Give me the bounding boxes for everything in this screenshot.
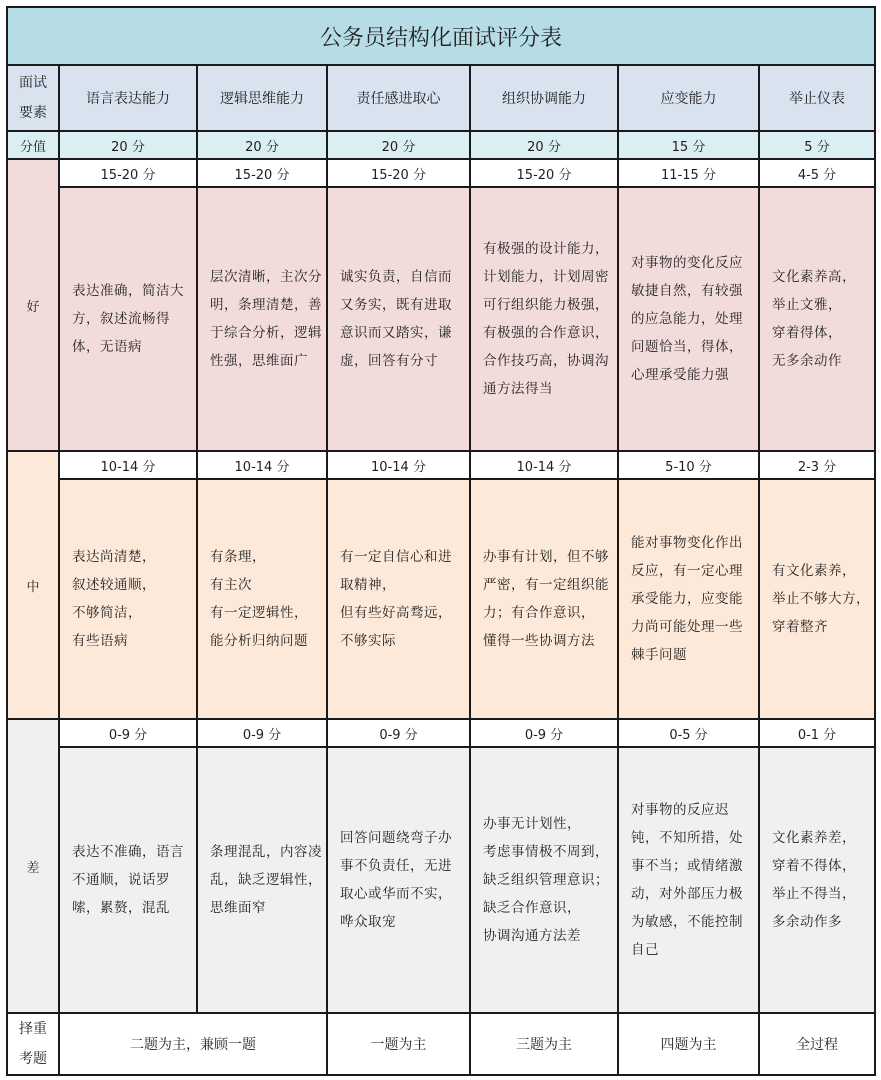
desc-cell: [470, 479, 618, 719]
focus-cell: 一题为主: [327, 1013, 470, 1075]
desc-line: 考虑事情极不周到，: [483, 844, 609, 860]
desc-line: 反应，有一定心理: [631, 563, 743, 579]
desc-line: 动，对外部压力极: [631, 886, 743, 902]
desc-line: 有一定自信心和进: [340, 549, 452, 565]
desc-line: 的应急能力，处理: [631, 311, 743, 327]
range-cell: 0-9 分: [470, 719, 618, 747]
desc-cell: [327, 747, 470, 1013]
desc-cell: [618, 747, 759, 1013]
desc-line: 性强，思维面广: [210, 353, 308, 369]
desc-line: 乱，缺乏逻辑性，: [210, 872, 322, 888]
desc-line: 事不当；或情绪激: [631, 858, 743, 874]
desc-line: 严密，有一定组织能: [483, 577, 609, 593]
desc-line: 能对事物变化作出: [631, 535, 743, 551]
desc-line: 问题恰当，得体，: [631, 339, 743, 355]
mid-desc-row: [7, 479, 875, 719]
row-label-focus: [7, 1013, 59, 1075]
desc-cell: [759, 187, 875, 451]
focus-cell: 二题为主，兼顾一题: [59, 1013, 327, 1075]
desc-line: 于综合分析，逻辑: [210, 325, 322, 341]
desc-line: 可行组织能力极强，: [483, 297, 609, 313]
desc-line: 敏捷自然，有较强: [631, 283, 743, 299]
desc-line: 有主次: [210, 577, 252, 593]
desc-cell: [197, 479, 327, 719]
desc-line: 又务实，既有进取: [340, 297, 452, 313]
range-cell: 15-20 分: [470, 159, 618, 187]
desc-line: 取精神，: [340, 577, 396, 593]
desc-line: 棘手问题: [631, 647, 687, 663]
range-cell: 10-14 分: [327, 451, 470, 479]
range-cell: 15-20 分: [327, 159, 470, 187]
range-cell: 15-20 分: [197, 159, 327, 187]
header-cell: 应变能力: [618, 65, 759, 131]
focus-cell: 四题为主: [618, 1013, 759, 1075]
desc-cell: [327, 187, 470, 451]
desc-line: 不够简洁，: [72, 605, 142, 621]
desc-line: 力；有合作意识，: [483, 605, 595, 621]
desc-line: 文化素养差，: [772, 830, 856, 846]
desc-line: 计划能力，计划周密: [483, 269, 609, 285]
level-label-good: 好: [7, 159, 59, 451]
desc-cell: [470, 747, 618, 1013]
desc-line: 但有些好高骛远，: [340, 605, 452, 621]
desc-line: 事不负责任，无进: [340, 858, 452, 874]
range-cell: 0-9 分: [327, 719, 470, 747]
desc-line: 叙述较通顺，: [72, 577, 156, 593]
desc-cell: [759, 747, 875, 1013]
mid-range-row: [7, 451, 875, 479]
header-cell: 逻辑思维能力: [197, 65, 327, 131]
desc-line: 对事物的变化反应: [631, 255, 743, 271]
desc-line: 条理混乱，内容凌: [210, 844, 322, 860]
desc-line: 思维面窄: [210, 900, 266, 916]
desc-line: 心理承受能力强: [631, 367, 729, 383]
desc-line: 有极强的合作意识，: [483, 325, 609, 341]
desc-line: 力尚可能处理一些: [631, 619, 743, 635]
value-cell: 20 分: [327, 131, 470, 159]
range-cell: 0-1 分: [759, 719, 875, 747]
range-cell: 11-15 分: [618, 159, 759, 187]
desc-cell: [759, 479, 875, 719]
focus-row: [7, 1013, 875, 1075]
desc-line: 有些语病: [72, 633, 128, 649]
value-cell: 20 分: [197, 131, 327, 159]
desc-line: 诚实负责，自信而: [340, 269, 452, 285]
desc-line: 多余动作多: [772, 914, 842, 930]
range-cell: 10-14 分: [197, 451, 327, 479]
desc-line: 无多余动作: [772, 353, 842, 369]
desc-line: 缺乏合作意识，: [483, 900, 581, 916]
desc-line: 举止不得当，: [772, 886, 856, 902]
desc-line: 文化素养高，: [772, 269, 856, 285]
level-label-mid: 中: [7, 451, 59, 719]
desc-line: 协调沟通方法差: [483, 928, 581, 944]
range-cell: 10-14 分: [470, 451, 618, 479]
desc-line: 明，条理清楚，善: [210, 297, 322, 313]
range-cell: 0-5 分: [618, 719, 759, 747]
row-label-elements: [7, 65, 59, 131]
desc-line: 有条理，: [210, 549, 266, 565]
desc-line: 承受能力，应变能: [631, 591, 743, 607]
desc-cell: [59, 747, 197, 1013]
range-cell: 0-9 分: [59, 719, 197, 747]
value-cell: 15 分: [618, 131, 759, 159]
value-cell: 20 分: [59, 131, 197, 159]
focus-cell: 全过程: [759, 1013, 875, 1075]
value-cell: 5 分: [759, 131, 875, 159]
focus-cell: 三题为主: [470, 1013, 618, 1075]
desc-line: 懂得一些协调方法: [483, 633, 595, 649]
desc-line: 体，无语病: [72, 339, 142, 355]
desc-cell: [59, 479, 197, 719]
bad-range-row: [7, 719, 875, 747]
desc-line: 表达尚清楚，: [72, 549, 156, 565]
range-cell: 10-14 分: [59, 451, 197, 479]
desc-line: 对事物的反应迟: [631, 802, 729, 818]
row-label-line: 面试: [19, 75, 47, 91]
desc-line: 举止文雅，: [772, 297, 842, 313]
desc-cell: [618, 187, 759, 451]
desc-line: 穿着不得体，: [772, 858, 856, 874]
desc-line: 回答问题绕弯子办: [340, 830, 452, 846]
desc-line: 自己: [631, 942, 659, 958]
desc-line: 通方法得当: [483, 381, 553, 397]
desc-line: 取心或华而不实，: [340, 886, 452, 902]
header-cell: 语言表达能力: [59, 65, 197, 131]
desc-line: 穿着整齐: [772, 619, 828, 635]
range-cell: 15-20 分: [59, 159, 197, 187]
desc-line: 有极强的设计能力，: [483, 241, 609, 257]
header-row: [7, 65, 875, 131]
range-cell: 2-3 分: [759, 451, 875, 479]
desc-cell: [618, 479, 759, 719]
desc-line: 穿着得体，: [772, 325, 842, 341]
range-cell: 5-10 分: [618, 451, 759, 479]
value-cell: 20 分: [470, 131, 618, 159]
desc-line: 哗众取宠: [340, 914, 396, 930]
desc-line: 举止不够大方，: [772, 591, 870, 607]
desc-line: 层次清晰，主次分: [210, 269, 322, 285]
header-cell: 责任感进取心: [327, 65, 470, 131]
desc-line: 嗦，累赘，混乱: [72, 900, 170, 916]
desc-cell: [197, 187, 327, 451]
interview-scoring-table: [6, 6, 876, 1076]
desc-line: 缺乏组织管理意识；: [483, 872, 609, 888]
desc-cell: [59, 187, 197, 451]
header-cell: 组织协调能力: [470, 65, 618, 131]
row-label-value: 分值: [7, 131, 59, 159]
desc-line: 为敏感，不能控制: [631, 914, 743, 930]
desc-line: 能分析归纳问题: [210, 633, 308, 649]
desc-cell: [470, 187, 618, 451]
desc-line: 方，叙述流畅得: [72, 311, 170, 327]
desc-line: 不通顺，说话罗: [72, 872, 170, 888]
row-label-line: 要素: [19, 105, 47, 121]
desc-line: 办事无计划性，: [483, 816, 581, 832]
range-cell: 0-9 分: [197, 719, 327, 747]
desc-line: 有一定逻辑性，: [210, 605, 308, 621]
table-title: 公务员结构化面试评分表: [7, 7, 875, 65]
desc-cell: [197, 747, 327, 1013]
desc-line: 虚，回答有分寸: [340, 353, 438, 369]
desc-line: 意识而又踏实，谦: [340, 325, 452, 341]
title-row: [7, 7, 875, 65]
desc-line: 合作技巧高，协调沟: [483, 353, 609, 369]
value-row: [7, 131, 875, 159]
level-label-bad: 差: [7, 719, 59, 1013]
desc-line: 表达准确，简洁大: [72, 283, 184, 299]
desc-line: 有文化素养，: [772, 563, 856, 579]
desc-line: 办事有计划，但不够: [483, 549, 609, 565]
desc-line: 表达不准确，语言: [72, 844, 184, 860]
good-range-row: [7, 159, 875, 187]
good-desc-row: [7, 187, 875, 451]
desc-line: 钝，不知所措，处: [631, 830, 743, 846]
desc-cell: [327, 479, 470, 719]
desc-line: 不够实际: [340, 633, 396, 649]
row-label-line: 择重: [19, 1021, 47, 1037]
range-cell: 4-5 分: [759, 159, 875, 187]
bad-desc-row: [7, 747, 875, 1013]
header-cell: 举止仪表: [759, 65, 875, 131]
row-label-line: 考题: [19, 1051, 47, 1067]
